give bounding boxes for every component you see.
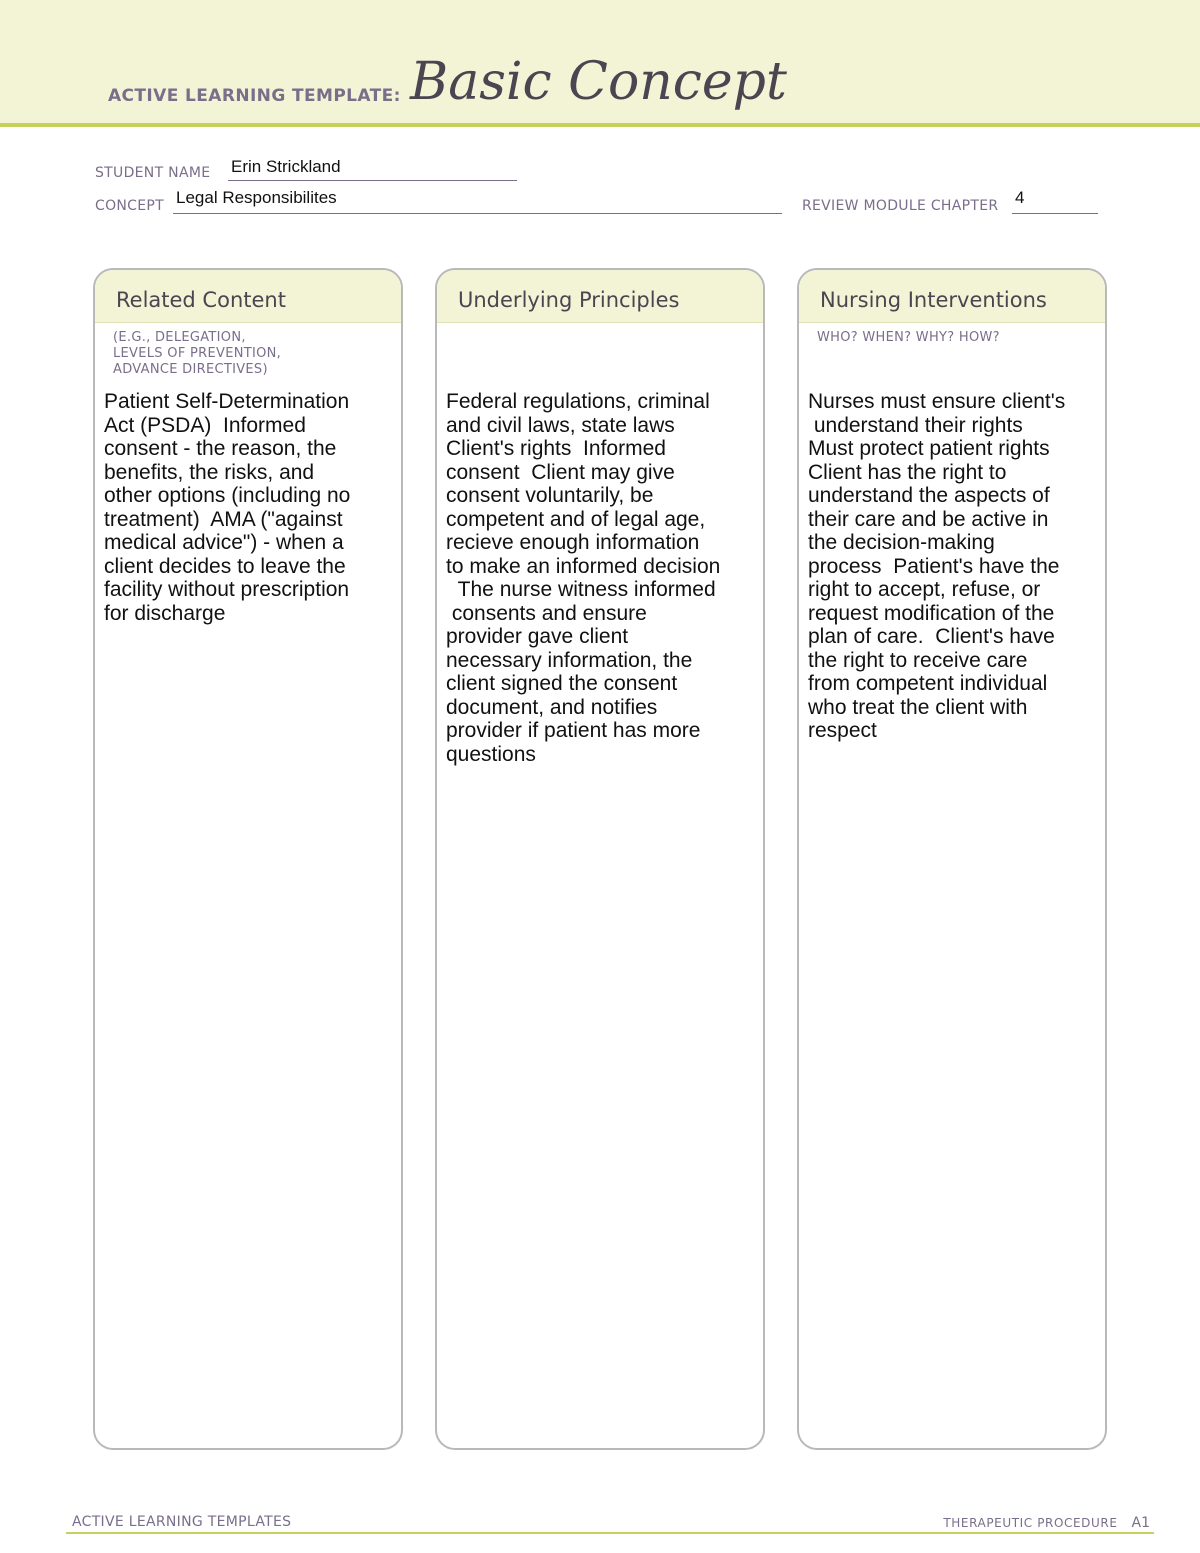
- underlying-principles-header: [437, 270, 763, 323]
- related-content-header: [95, 270, 401, 323]
- student-name-line: [228, 180, 517, 181]
- related-content-subtitle: [113, 330, 281, 378]
- template-title: Basic Concept: [410, 52, 787, 112]
- underlying-principles-box: [435, 268, 765, 1450]
- footer-procedure: THERAPEUTIC PROCEDURE: [943, 1516, 1118, 1530]
- nursing-interventions-subtitle: [817, 330, 1000, 346]
- header-rule: [0, 123, 1200, 127]
- related-content-subtitle-line: LEVELS OF PREVENTION,: [113, 346, 282, 361]
- related-content-body[interactable]: Patient Self-Determination Act (PSDA) Informed consent - the reason, the benefits, the risks, and other options (including no treatment) AMA ("against medical advice") - when a client decides to leave the facility without prescription for discharge: [104, 390, 351, 625]
- template-label: ACTIVE LEARNING TEMPLATE:: [108, 86, 401, 106]
- review-module-value[interactable]: 4: [1015, 188, 1025, 207]
- concept-line: [173, 213, 782, 214]
- footer-rule: [66, 1532, 1154, 1534]
- related-content-subtitle-line: (E.G., DELEGATION,: [113, 330, 246, 345]
- student-name-label: STUDENT NAME: [95, 165, 211, 181]
- nursing-interventions-box: [797, 268, 1107, 1450]
- nursing-interventions-body[interactable]: Nurses must ensure client's understand their rights Must protect patient rights Client has the right to understand the aspects of their care and be active in the decision-making process Patient's have the right to accept, refuse, or request modification of the plan of care. Client's have the right to receive care from competent individual who treat the client with respect: [808, 390, 1066, 742]
- nursing-interventions-subtitle-line: WHO? WHEN? WHY? HOW?: [817, 330, 1000, 345]
- related-content-title: Related Content: [116, 288, 286, 312]
- review-module-line: [1012, 213, 1098, 214]
- footer-right: [943, 1515, 1150, 1531]
- related-content-box: [93, 268, 403, 1450]
- nursing-interventions-header: [799, 270, 1105, 323]
- footer-code: A1: [1131, 1515, 1150, 1531]
- review-module-label: REVIEW MODULE CHAPTER: [802, 198, 999, 214]
- nursing-interventions-title: Nursing Interventions: [820, 288, 1047, 312]
- underlying-principles-body[interactable]: Federal regulations, criminal and civil laws, state laws Client's rights Informed consent Client may give consent voluntarily, be competent and of legal age, recieve enough information to make an informed decision The nurse witness informed consents and ensure provider gave client necessary information, the client signed the consent document, and notifies provider if patient has more questions: [446, 390, 721, 766]
- concept-value[interactable]: Legal Responsibilites: [176, 188, 337, 207]
- underlying-principles-title: Underlying Principles: [458, 288, 680, 312]
- student-name-value[interactable]: Erin Strickland: [231, 157, 341, 176]
- concept-label: CONCEPT: [95, 198, 164, 214]
- footer-left: ACTIVE LEARNING TEMPLATES: [72, 1514, 292, 1530]
- related-content-subtitle-line: ADVANCE DIRECTIVES): [113, 362, 268, 377]
